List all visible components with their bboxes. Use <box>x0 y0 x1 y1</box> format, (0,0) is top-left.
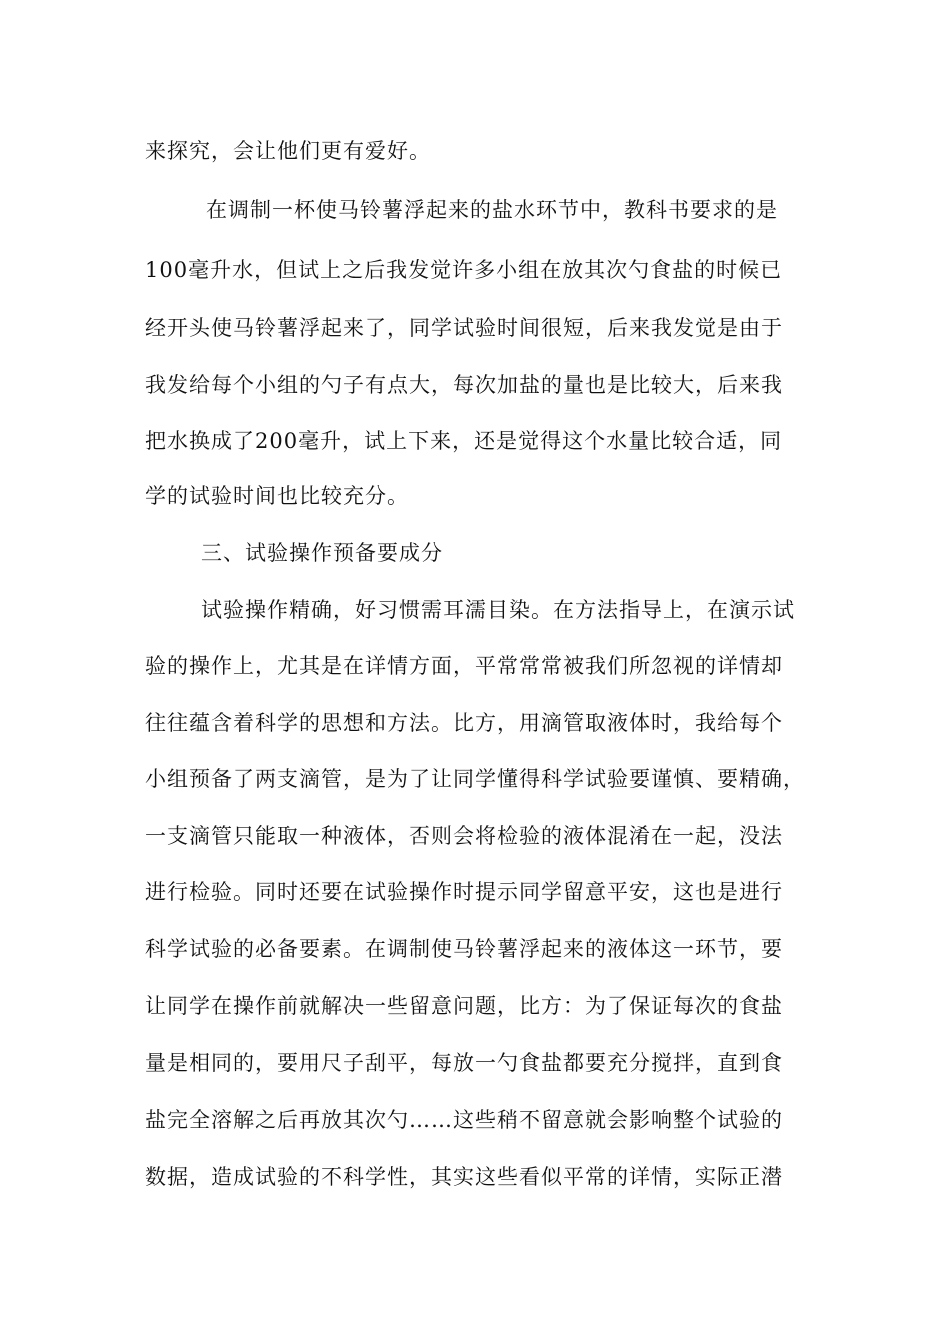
paragraph-line: 进行检验。同时还要在试验操作时提示同学留意平安，这也是进行 <box>145 880 783 904</box>
paragraph-line: 量是相同的，要用尺子刮平，每放一勺食盐都要充分搅拌，直到食 <box>145 1051 783 1075</box>
paragraph-line: 往往蕴含着科学的思想和方法。比方，用滴管取液体时，我给每个 <box>145 711 783 735</box>
paragraph-line: 盐完全溶解之后再放其次勺……这些稍不留意就会影响整个试验的 <box>145 1108 783 1132</box>
paragraph-line: 验的操作上，尤其是在详情方面，平常常常被我们所忽视的详情却 <box>145 654 783 678</box>
paragraph-line: 来探究，会让他们更有爱好。 <box>145 139 431 163</box>
paragraph-line: 小组预备了两支滴管，是为了让同学懂得科学试验要谨慎、要精确， <box>145 767 805 791</box>
paragraph-line: 把水换成了200毫升，试上下来，还是觉得这个水量比较合适，同 <box>145 429 783 453</box>
paragraph-line: 我发给每个小组的勺子有点大，每次加盐的量也是比较大，后来我 <box>145 373 783 397</box>
section-heading: 三、试验操作预备要成分 <box>201 541 443 565</box>
paragraph-line: 学的试验时间也比较充分。 <box>145 484 409 508</box>
paragraph-line: 让同学在操作前就解决一些留意问题，比方：为了保证每次的食盐 <box>145 994 783 1018</box>
paragraph-line: 经开头使马铃薯浮起来了，同学试验时间很短，后来我发觉是由于 <box>145 316 783 340</box>
paragraph-line: 一支滴管只能取一种液体，否则会将检验的液体混淆在一起，没法 <box>145 824 783 848</box>
paragraph-line: 试验操作精确，好习惯需耳濡目染。在方法指导上，在演示试 <box>201 598 795 622</box>
paragraph-line: 100毫升水，但试上之后我发觉许多小组在放其次勺食盐的时候已 <box>145 258 783 282</box>
paragraph-line: 科学试验的必备要素。在调制使马铃薯浮起来的液体这一环节，要 <box>145 937 783 961</box>
paragraph-line: 在调制一杯使马铃薯浮起来的盐水环节中，教科书要求的是 <box>206 198 778 222</box>
paragraph-line: 数据，造成试验的不科学性，其实这些看似平常的详情，实际正潜 <box>145 1165 783 1189</box>
